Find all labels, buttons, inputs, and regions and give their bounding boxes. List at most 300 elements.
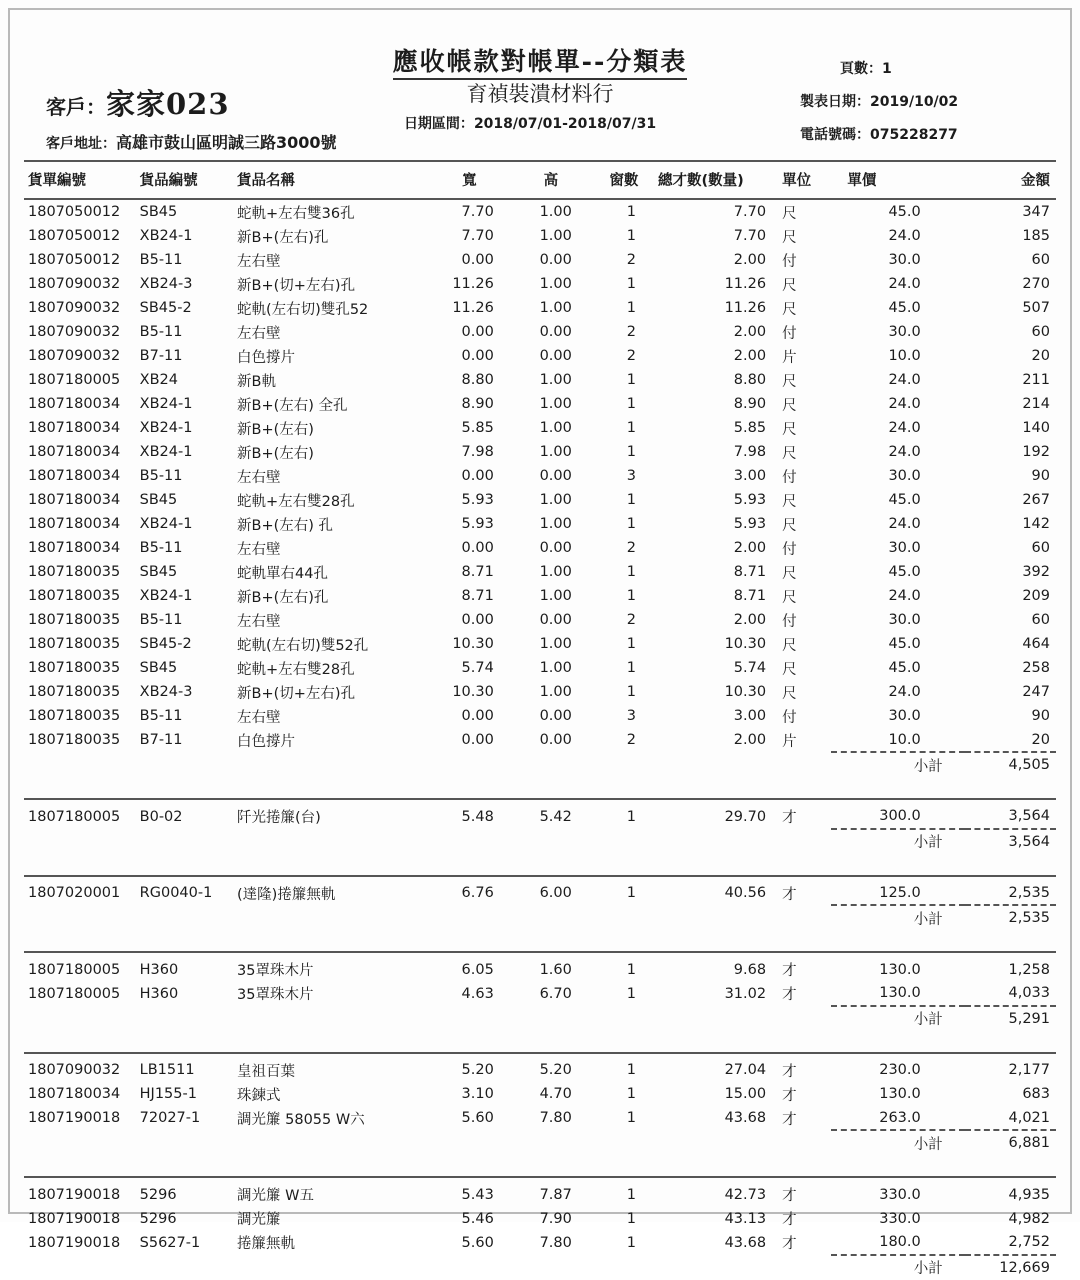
cell-width: 0.00 <box>461 732 494 748</box>
cell-order-no: 1807180034 <box>28 516 121 532</box>
cell-amount: 20 <box>1031 348 1050 364</box>
cell-width: 0.00 <box>461 252 494 268</box>
cell-item-code: B0-02 <box>139 808 183 825</box>
cell-item-name: 35罩珠木片 <box>237 987 314 1003</box>
cell-item-name: 珠鍊式 <box>237 1087 281 1104</box>
cell-unit: 付 <box>782 541 797 558</box>
cell-item-code: 5296 <box>139 1210 177 1227</box>
cell-windows: 1 <box>626 1086 636 1102</box>
subtotal-label: 小計 <box>831 752 964 777</box>
cell-order-no: 1807090032 <box>28 1062 121 1078</box>
subtotal-row <box>24 1130 1056 1155</box>
table-row <box>24 560 1056 584</box>
doc-title-text: 應收帳款對帳單--分類表 <box>393 47 688 80</box>
cell-height: 1.00 <box>539 684 572 700</box>
cell-unit: 才 <box>782 963 797 979</box>
cell-item-name: 蛇軌(左右切)雙52孔 <box>237 637 369 654</box>
table-header-row <box>24 161 1056 199</box>
table-row <box>24 982 1056 1006</box>
cell-item-name: 左右壁 <box>237 541 281 558</box>
cell-amount: 392 <box>1022 564 1050 580</box>
cell-item-name: 新B+(左右)孔 <box>237 229 329 246</box>
cell-amount: 142 <box>1022 516 1050 532</box>
cell-item-name: 35罩珠木片 <box>237 963 314 979</box>
cell-item-code: 5296 <box>139 1186 177 1203</box>
cell-total-qty: 43.68 <box>724 1110 767 1126</box>
phone-value: 075228277 <box>870 127 958 143</box>
subtotal-row <box>24 829 1056 854</box>
cell-order-no: 1807050012 <box>28 252 121 268</box>
cell-windows: 1 <box>626 1110 636 1126</box>
cell-amount: 20 <box>1031 731 1050 748</box>
cell-unit: 尺 <box>782 445 797 462</box>
table-row <box>24 876 1056 906</box>
cell-item-code: XB24-1 <box>139 516 193 532</box>
cell-order-no: 1807180035 <box>28 588 121 604</box>
cell-unit: 尺 <box>782 493 797 510</box>
cell-height: 0.00 <box>539 324 572 340</box>
cell-windows: 1 <box>626 372 636 388</box>
cell-item-code: XB24-3 <box>139 684 193 700</box>
cell-total-qty: 3.00 <box>733 468 767 484</box>
customer-address-label: 客戶地址： <box>46 136 116 152</box>
cell-unit-price: 30.0 <box>888 540 921 556</box>
table-row <box>24 1053 1056 1083</box>
cell-order-no: 1807180034 <box>28 468 121 484</box>
cell-item-name: 新B+(左右) <box>237 445 314 462</box>
cell-order-no: 1807190018 <box>28 1234 121 1251</box>
subtotal-spacer <box>24 1255 831 1280</box>
section-separator-cell <box>24 1031 1056 1053</box>
col-width: 寬 <box>462 173 477 189</box>
cell-unit-price: 24.0 <box>888 372 921 388</box>
cell-width: 0.00 <box>461 468 494 484</box>
cell-item-code: B5-11 <box>139 252 183 268</box>
table-row <box>24 1207 1056 1231</box>
cell-order-no: 1807180035 <box>28 708 121 724</box>
cell-item-code: SB45 <box>139 492 178 508</box>
cell-item-code: RG0040-1 <box>139 885 213 901</box>
cell-item-code: B5-11 <box>139 612 183 628</box>
cell-order-no: 1807180034 <box>28 396 121 412</box>
subtotal-value: 12,669 <box>965 1255 1056 1280</box>
cell-windows: 1 <box>626 228 636 244</box>
cell-unit-price: 30.0 <box>888 252 921 268</box>
cell-total-qty: 7.98 <box>733 444 767 460</box>
cell-height: 0.00 <box>539 252 572 268</box>
cell-height: 6.70 <box>539 985 572 1002</box>
cell-unit: 尺 <box>782 685 797 702</box>
cell-width: 3.10 <box>461 1086 494 1102</box>
cell-order-no: 1807180035 <box>28 612 121 628</box>
cell-unit: 才 <box>782 1188 797 1204</box>
cell-unit: 尺 <box>782 373 797 390</box>
cell-amount: 258 <box>1022 660 1050 676</box>
cell-total-qty: 2.00 <box>733 732 767 748</box>
cell-height: 7.90 <box>539 1210 572 1227</box>
cell-unit: 才 <box>782 1111 797 1128</box>
cell-item-name: (達隆)捲簾無軌 <box>237 886 336 903</box>
cell-width: 6.05 <box>461 961 494 978</box>
cell-width: 0.00 <box>461 540 494 556</box>
cell-unit-price: 230.0 <box>879 1062 921 1078</box>
table-row <box>24 320 1056 344</box>
subtotal-spacer <box>24 905 831 930</box>
cell-windows: 1 <box>626 985 636 1002</box>
table-row <box>24 512 1056 536</box>
cell-height: 7.80 <box>539 1110 572 1126</box>
cell-total-qty: 5.85 <box>733 420 767 436</box>
cell-order-no: 1807090032 <box>28 300 121 316</box>
cell-height: 1.00 <box>539 420 572 436</box>
cell-width: 7.70 <box>461 204 494 220</box>
cell-unit-price: 125.0 <box>879 884 921 901</box>
cell-item-name: 左右壁 <box>237 325 281 342</box>
cell-width: 0.00 <box>461 612 494 628</box>
cell-height: 1.00 <box>539 492 572 508</box>
cell-item-code: SB45 <box>139 564 178 580</box>
cell-total-qty: 27.04 <box>724 1062 767 1078</box>
col-height: 高 <box>543 173 559 189</box>
cell-height: 6.00 <box>539 885 572 901</box>
cell-windows: 1 <box>626 636 636 652</box>
table-row <box>24 704 1056 728</box>
table-row <box>24 224 1056 248</box>
cell-item-name: 阡光捲簾(台) <box>237 810 321 826</box>
subtotal-row <box>24 1006 1056 1031</box>
cell-amount: 2,535 <box>1008 884 1050 901</box>
cell-height: 7.80 <box>539 1234 572 1251</box>
cell-height: 1.00 <box>539 372 572 388</box>
table-row <box>24 952 1056 982</box>
table-row <box>24 632 1056 656</box>
cell-height: 4.70 <box>539 1086 572 1102</box>
cell-windows: 2 <box>626 732 636 748</box>
col-amount: 金額 <box>1021 173 1050 189</box>
subtotal-label: 小計 <box>831 1255 964 1280</box>
cell-order-no: 1807180034 <box>28 444 121 460</box>
cell-height: 1.00 <box>539 300 572 316</box>
subtotal-value: 6,881 <box>965 1130 1056 1155</box>
cell-unit-price: 45.0 <box>888 564 921 580</box>
cell-unit: 付 <box>782 709 797 726</box>
report-header <box>24 20 1056 160</box>
cell-windows: 1 <box>626 660 636 676</box>
cell-width: 5.43 <box>461 1186 494 1203</box>
section-separator-cell <box>24 854 1056 876</box>
cell-total-qty: 8.71 <box>733 564 767 580</box>
cell-total-qty: 5.93 <box>733 516 767 532</box>
cell-windows: 2 <box>626 348 636 364</box>
cell-order-no: 1807050012 <box>28 228 121 244</box>
section-separator <box>24 777 1056 799</box>
cell-order-no: 1807020001 <box>28 885 121 901</box>
cell-windows: 2 <box>626 540 636 556</box>
cell-width: 7.98 <box>461 444 494 460</box>
table-row <box>24 584 1056 608</box>
cell-item-code: HJ155-1 <box>139 1086 197 1102</box>
cell-item-name: 左右壁 <box>237 709 281 726</box>
cell-width: 5.85 <box>461 420 494 436</box>
cell-amount: 90 <box>1031 708 1050 724</box>
cell-windows: 1 <box>626 564 636 580</box>
cell-unit: 尺 <box>782 565 797 582</box>
cell-unit-price: 45.0 <box>888 636 921 652</box>
subtotal-value: 4,505 <box>965 752 1056 777</box>
cell-unit-price: 45.0 <box>888 204 921 220</box>
cell-unit: 才 <box>782 1063 797 1080</box>
cell-unit-price: 45.0 <box>888 660 921 676</box>
cell-item-name: 左右壁 <box>237 613 281 630</box>
cell-unit-price: 30.0 <box>888 468 921 484</box>
col-unit-price: 單價 <box>847 173 877 189</box>
cell-unit-price: 24.0 <box>888 396 921 412</box>
cell-height: 1.00 <box>539 276 572 292</box>
cell-unit: 付 <box>782 469 797 486</box>
cell-windows: 1 <box>626 300 636 316</box>
cell-unit: 尺 <box>782 205 797 222</box>
cell-unit-price: 45.0 <box>888 492 921 508</box>
table-row <box>24 656 1056 680</box>
customer-address-value: 高雄市鼓山區明誠三路3000號 <box>116 133 337 152</box>
cell-item-code: B5-11 <box>139 324 183 340</box>
cell-windows: 1 <box>626 961 636 978</box>
cell-order-no: 1807190018 <box>28 1110 121 1126</box>
cell-amount: 267 <box>1022 492 1050 508</box>
cell-amount: 464 <box>1022 636 1050 652</box>
section-separator-cell <box>24 930 1056 952</box>
cell-windows: 1 <box>626 1062 636 1078</box>
subtotal-label: 小計 <box>831 905 964 930</box>
customer-value: 家家023 <box>106 87 230 121</box>
cell-item-code: B5-11 <box>139 708 183 724</box>
cell-unit-price: 330.0 <box>879 1210 921 1227</box>
table-row <box>24 296 1056 320</box>
cell-order-no: 1807180034 <box>28 1086 121 1102</box>
cell-total-qty: 9.68 <box>733 961 767 978</box>
cell-unit-price: 24.0 <box>888 516 921 532</box>
cell-amount: 60 <box>1031 540 1050 556</box>
cell-total-qty: 5.93 <box>733 492 767 508</box>
cell-total-qty: 15.00 <box>724 1086 767 1102</box>
cell-order-no: 1807180035 <box>28 684 121 700</box>
cell-unit-price: 24.0 <box>888 684 921 700</box>
cell-windows: 1 <box>626 1186 636 1203</box>
cell-item-code: XB24-1 <box>139 588 193 604</box>
section-separator <box>24 930 1056 952</box>
cell-width: 5.60 <box>461 1110 494 1126</box>
table-row <box>24 488 1056 512</box>
cell-total-qty: 11.26 <box>724 300 767 316</box>
cell-amount: 507 <box>1022 300 1050 316</box>
date-range-value: 2018/07/01-2018/07/31 <box>473 116 657 132</box>
cell-unit: 才 <box>782 1236 797 1252</box>
cell-order-no: 1807090032 <box>28 348 121 364</box>
cell-total-qty: 10.30 <box>724 636 767 652</box>
cell-total-qty: 2.00 <box>733 612 767 628</box>
cell-windows: 1 <box>626 276 636 292</box>
cell-width: 5.74 <box>461 660 494 676</box>
cell-item-code: H360 <box>139 985 179 1002</box>
print-date-label: 製表日期： <box>800 94 870 110</box>
cell-amount: 2,752 <box>1008 1234 1050 1250</box>
cell-windows: 2 <box>626 252 636 268</box>
section-separator-cell <box>24 1155 1056 1177</box>
cell-item-code: XB24-1 <box>139 396 193 412</box>
col-item-code: 貨品編號 <box>139 173 198 189</box>
cell-item-name: 調光簾 W五 <box>237 1188 314 1204</box>
table-row <box>24 344 1056 368</box>
cell-unit-price: 130.0 <box>879 985 921 1001</box>
report-table <box>24 160 1056 1280</box>
cell-item-code: B5-11 <box>139 540 183 556</box>
print-date-line <box>800 91 1050 111</box>
cell-item-code: 72027-1 <box>139 1110 201 1126</box>
cell-unit: 尺 <box>782 301 797 318</box>
cell-order-no: 1807180005 <box>28 808 121 825</box>
subtotal-value: 3,564 <box>965 829 1056 854</box>
cell-order-no: 1807180035 <box>28 636 121 652</box>
cell-unit-price: 263.0 <box>879 1109 921 1126</box>
cell-height: 5.42 <box>539 808 572 825</box>
cell-amount: 683 <box>1022 1086 1050 1102</box>
cell-item-name: 捲簾無軌 <box>237 1236 296 1252</box>
cell-unit: 尺 <box>782 661 797 678</box>
cell-unit-price: 10.0 <box>888 731 921 748</box>
table-row <box>24 440 1056 464</box>
customer-address-line <box>46 130 337 153</box>
cell-order-no: 1807180035 <box>28 660 121 676</box>
cell-unit-price: 30.0 <box>888 324 921 340</box>
table-row <box>24 608 1056 632</box>
cell-windows: 1 <box>626 885 636 901</box>
cell-order-no: 1807090032 <box>28 324 121 340</box>
cell-unit: 付 <box>782 613 797 630</box>
cell-width: 4.63 <box>461 985 494 1002</box>
cell-amount: 90 <box>1031 468 1050 484</box>
cell-order-no: 1807180035 <box>28 564 121 580</box>
cell-amount: 185 <box>1022 228 1050 244</box>
col-unit: 單位 <box>782 173 812 189</box>
cell-amount: 60 <box>1031 612 1050 628</box>
cell-item-name: 新B+(左右) 全孔 <box>237 397 348 414</box>
cell-order-no: 1807180005 <box>28 985 121 1002</box>
cell-unit: 才 <box>782 987 797 1003</box>
cell-item-name: 調光簾 58055 W六 <box>237 1111 365 1128</box>
cell-total-qty: 31.02 <box>724 985 767 1002</box>
cell-unit: 尺 <box>782 397 797 414</box>
table-row <box>24 464 1056 488</box>
cell-width: 5.93 <box>461 492 494 508</box>
cell-item-code: B5-11 <box>139 468 183 484</box>
cell-width: 0.00 <box>461 708 494 724</box>
cell-item-name: 左右壁 <box>237 253 281 270</box>
cell-order-no: 1807180005 <box>28 961 121 978</box>
table-row <box>24 1106 1056 1130</box>
cell-item-code: S5627-1 <box>139 1234 201 1251</box>
cell-width: 0.00 <box>461 348 494 364</box>
customer-block <box>46 82 337 153</box>
cell-height: 1.60 <box>539 961 572 978</box>
cell-item-code: B7-11 <box>139 732 183 748</box>
cell-total-qty: 11.26 <box>724 276 767 292</box>
cell-item-code: XB24-1 <box>139 444 193 460</box>
cell-width: 8.71 <box>461 588 494 604</box>
cell-total-qty: 29.70 <box>724 808 767 825</box>
cell-width: 5.93 <box>461 516 494 532</box>
cell-unit-price: 30.0 <box>888 708 921 724</box>
table-body <box>24 199 1056 1280</box>
cell-windows: 3 <box>626 468 636 484</box>
cell-unit: 片 <box>782 349 797 366</box>
subtotal-label: 小計 <box>831 829 964 854</box>
cell-amount: 4,982 <box>1008 1210 1050 1227</box>
cell-item-name: 調光簾 <box>237 1212 281 1228</box>
cell-width: 8.90 <box>461 396 494 412</box>
cell-height: 1.00 <box>539 588 572 604</box>
cell-width: 6.76 <box>461 885 494 901</box>
subtotal-row <box>24 905 1056 930</box>
cell-total-qty: 2.00 <box>733 540 767 556</box>
cell-item-code: H360 <box>139 961 179 978</box>
cell-total-qty: 43.68 <box>724 1234 767 1251</box>
cell-unit-price: 30.0 <box>888 612 921 628</box>
cell-amount: 347 <box>1022 204 1050 220</box>
phone-label: 電話號碼： <box>800 127 870 143</box>
cell-order-no: 1807180035 <box>28 732 121 748</box>
cell-amount: 247 <box>1022 684 1050 700</box>
cell-order-no: 1807180034 <box>28 540 121 556</box>
page-number-label: 頁數： <box>840 61 882 77</box>
cell-unit: 尺 <box>782 637 797 654</box>
table-row <box>24 728 1056 752</box>
cell-order-no: 1807180005 <box>28 372 121 388</box>
cell-height: 1.00 <box>539 636 572 652</box>
cell-unit: 才 <box>782 1087 797 1104</box>
cell-item-code: XB24-3 <box>139 276 193 292</box>
cell-amount: 60 <box>1031 252 1050 268</box>
cell-total-qty: 7.70 <box>733 204 767 220</box>
cell-item-name: 蛇軌+左右雙28孔 <box>237 493 355 510</box>
cell-width: 5.60 <box>461 1234 494 1251</box>
subtotal-spacer <box>24 1006 831 1031</box>
cell-item-name: 蛇軌(左右切)雙孔52 <box>237 301 369 318</box>
cell-height: 1.00 <box>539 204 572 220</box>
cell-order-no: 1807190018 <box>28 1210 121 1227</box>
cell-height: 1.00 <box>539 660 572 676</box>
cell-windows: 2 <box>626 612 636 628</box>
cell-order-no: 1807050012 <box>28 204 121 220</box>
cell-unit-price: 24.0 <box>888 588 921 604</box>
cell-amount: 214 <box>1022 396 1050 412</box>
section-separator-cell <box>24 777 1056 799</box>
table-row <box>24 272 1056 296</box>
table-row <box>24 392 1056 416</box>
cell-item-code: SB45-2 <box>139 636 192 652</box>
subtotal-row <box>24 1255 1056 1280</box>
cell-unit-price: 130.0 <box>879 961 921 978</box>
cell-width: 10.30 <box>452 684 494 700</box>
cell-amount: 270 <box>1022 276 1050 292</box>
cell-windows: 1 <box>626 420 636 436</box>
cell-total-qty: 40.56 <box>724 885 767 901</box>
cell-item-name: 新B+(切+左右)孔 <box>237 685 356 702</box>
subtotal-spacer <box>24 829 831 854</box>
company-name: 育禎裝潰材料行 <box>466 82 614 106</box>
cell-item-name: 左右壁 <box>237 469 281 486</box>
cell-width: 8.80 <box>461 372 494 388</box>
cell-amount: 192 <box>1022 444 1050 460</box>
